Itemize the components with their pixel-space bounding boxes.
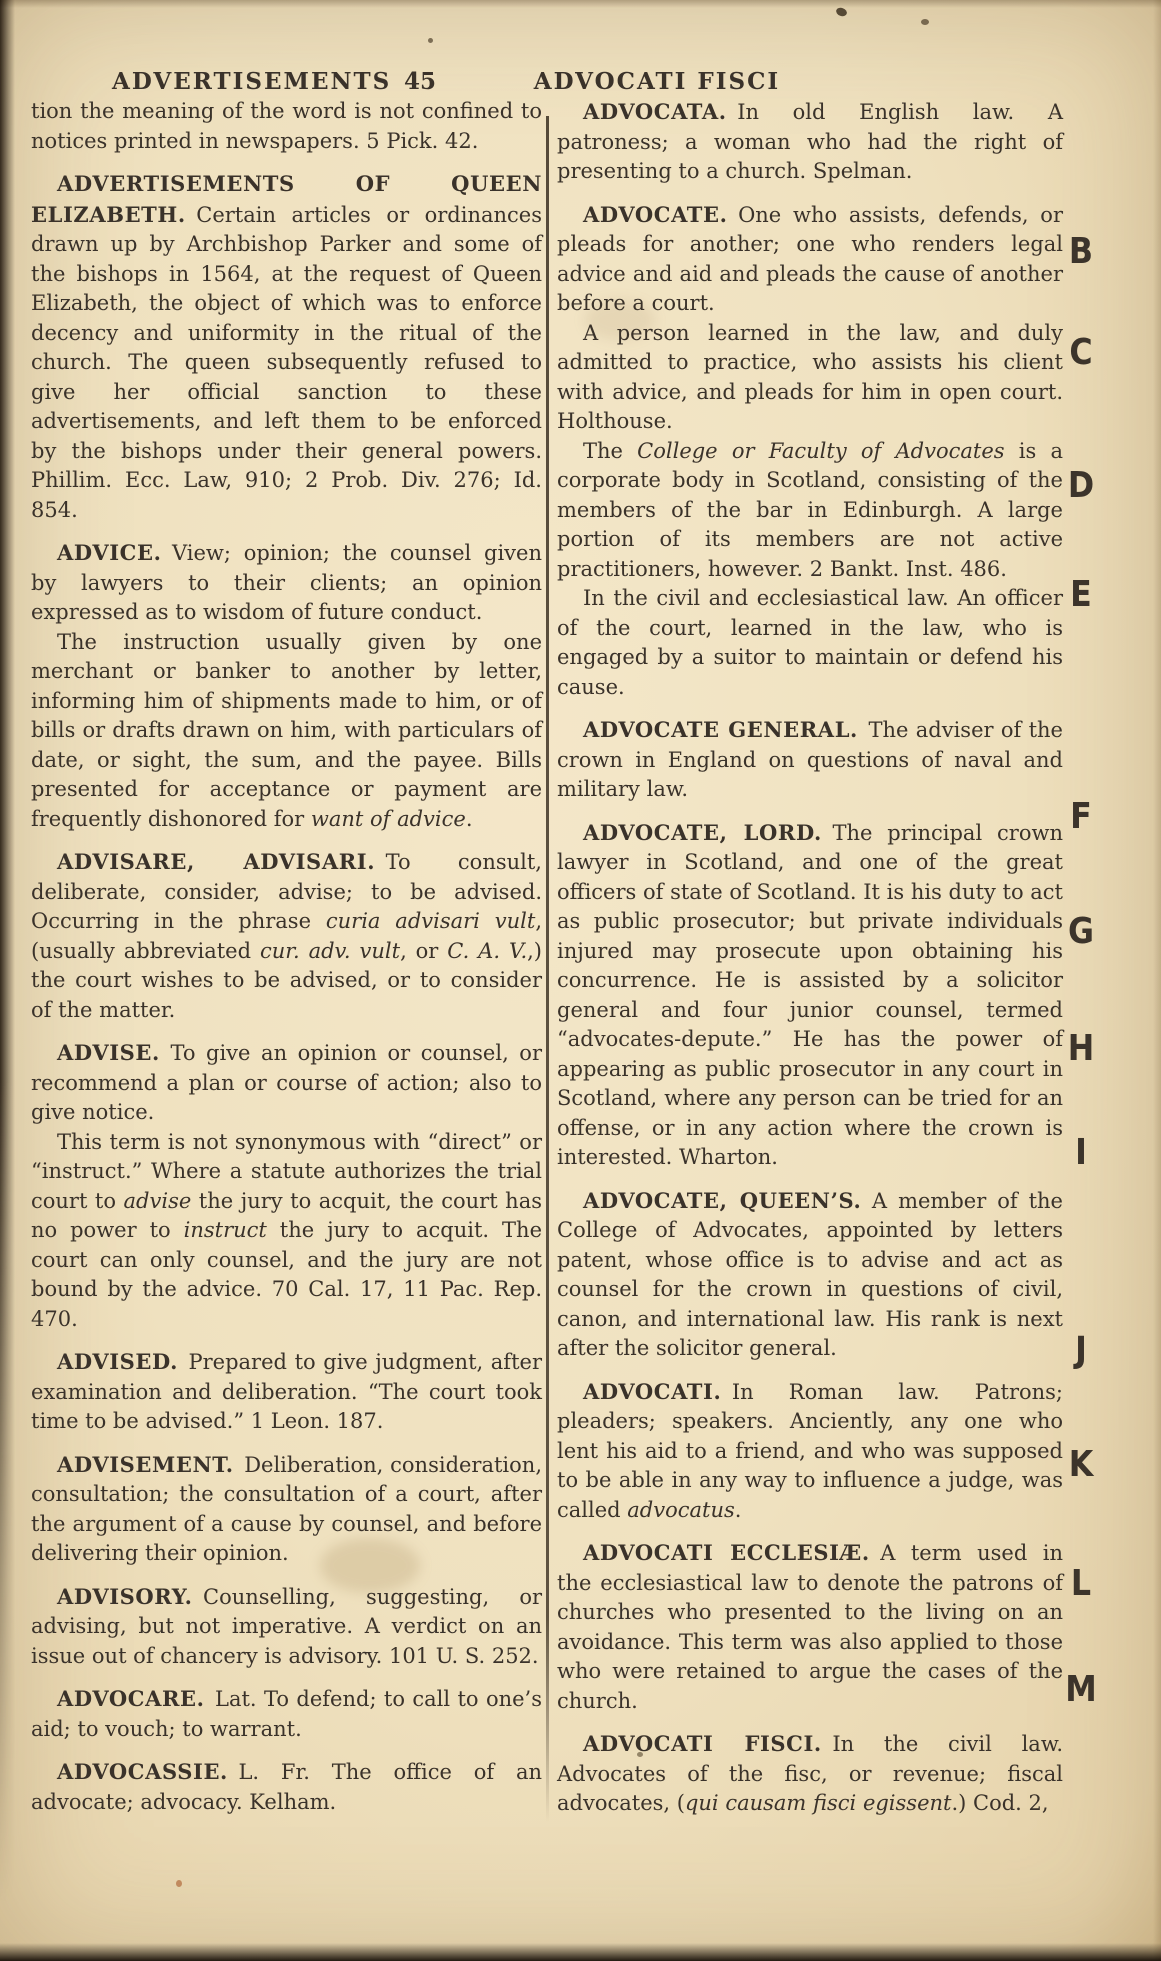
italic-citation: qui causam fisci egissent [684,1791,952,1815]
running-head-left: ADVERTISEMENTS [112,68,392,95]
dictionary-entry [557,200,1063,703]
dictionary-entry [557,1729,1063,1819]
entry-paragraph: In the civil and ecclesiastical law. An officer of the court, learned in the law, who is engaged by a suitor to maintain or defend his cause. [557,586,1063,699]
thumb-tab-B: B [1068,231,1094,272]
entry-first-paragraph: ADVERTISEMENTS OF QUEEN ELIZABETH. Certain articles or ordinances drawn up by Archbishop Parker and some of the bishops in 1564, at the request of Queen Elizabeth, the object of which was to enforce decency and uniformity in the ritual of the church. The queen subsequently refused to give her official sanction to these advertisements, and left them to be enforced by the bishops under their general powers. Phillim. Ecc. Law, 910; 2 Prob. Div. 276; Id. 854. [31,171,542,522]
entry-headword: ADVOCARE. [57,1686,205,1711]
thumb-tab-D: D [1067,465,1095,506]
dictionary-entry [557,1186,1063,1364]
column-divider-rule [546,116,549,1822]
dictionary-entry [557,715,1063,805]
entry-headword: ADVERTISEMENTS OF QUEEN ELIZABETH. [31,171,542,227]
dictionary-entry [557,1377,1063,1526]
entry-headword: ADVOCATI ECCLESIÆ. [583,1540,870,1565]
entry-first-paragraph: ADVOCATE. One who assists, defends, or pleads for another; one who renders legal advice and aid and pleads the cause of another before a court. [557,201,1063,315]
entry-paragraph: The instruction usually given by one merchant or banker to another by letter, informing him of shipments made to him, or of bills or drafts drawn on him, with particulars of date, or sight, the sum, and the payee. Bills presented for acceptance or payment are frequently dishonored for want of advice. [31,629,542,831]
entry-headword: ADVOCATA. [583,99,727,124]
dictionary-entry [31,538,542,834]
entry-paragraph: This term is not synonymous with “direct” or “instruct.” Where a statute authorizes the trial court to advise the jury to acquit, the court has no power to instruct the jury to acquit. The court can only counsel, and the jury are not bound by the advice. 70 Cal. 17, 11 Pac. Rep. 470. [31,1129,543,1331]
dictionary-entry [31,1757,542,1817]
italic-citation: curia advisari vult [325,909,536,933]
italic-citation: cur. adv. vult [259,938,401,963]
running-head-right: ADVOCATI FISCI [533,68,781,95]
entry-first-paragraph: ADVOCATI FISCI. In the civil law. Advocates of the fisc, or revenue; fiscal advocates, (qui causam fisci egissent.) Cod. 2, [557,1731,1063,1815]
paper-speck [176,1880,182,1887]
scan-edge-left [0,0,15,1961]
thumb-tab-G: G [1067,911,1095,952]
entry-headword: ADVOCATE. [583,201,728,227]
thumb-tab-K: K [1068,1444,1094,1485]
entry-first-paragraph: ADVOCASSIE. L. Fr. The office of an advocate; advocacy. Kelham. [31,1759,542,1814]
italic-citation: C. A. V. [447,938,528,963]
thumb-tab-L: L [1070,1563,1092,1604]
entry-headword: ADVOCATE GENERAL. [583,717,858,742]
page-header [0,68,1161,98]
entry-first-paragraph: ADVOCATE, LORD. The principal crown lawyer in Scotland, and one of the great officers of state of Scotland. It is his duty to act as public prosecutor; but private individuals injured may prosecute upon obtaining his concurrence. He is assisted by a solicitor general and four junior counsel, termed “advocates-depute.” He has the power of appearing as public prosecutor in any court in Scotland, where any person can be tried for an offense, or in any action where the crown is interested. Wharton. [557,819,1063,1169]
scan-edge-top [0,0,1161,8]
scan-edge-right [1153,0,1161,1961]
dictionary-entry [31,1450,542,1569]
dictionary-entry [31,1038,542,1334]
entry-paragraph: A person learned in the law, and duly admitted to practice, who assists his client with advice, and pleads for him in open court. Holthouse. [557,320,1063,433]
entry-first-paragraph: ADVOCATA. In old English law. A patroness; a woman who had the right of presenting to a church. Spelman. [557,99,1063,183]
entry-headword: ADVISE. [57,1040,160,1065]
entry-first-paragraph: ADVISORY. Counselling, suggesting, or advising, but not imperative. A verdict on an issue out of chancery is advisory. 101 U. S. 252. [31,1583,542,1668]
dictionary-entry [557,97,1063,187]
italic-citation: advocatus [627,1497,735,1522]
italic-citation: advise [123,1188,192,1213]
entry-headword: ADVISARE, ADVISARI. [57,849,376,874]
dictionary-entry [31,97,542,156]
entry-first-paragraph: ADVOCATE, QUEEN’S. A member of the College of Advocates, appointed by letters patent, whose office is to advise and act as counsel for the crown in questions of civil, canon, and international law. His rank is next after the solicitor general. [557,1187,1063,1360]
entry-first-paragraph: ADVISE. To give an opinion or counsel, or recommend a plan or course of action; also to give notice. [31,1040,542,1124]
entry-headword: ADVOCATI. [583,1378,722,1404]
entry-headword: ADVICE. [57,540,162,565]
dictionary-entry [31,1347,542,1437]
entry-first-paragraph: ADVISARE, ADVISARI. To consult, deliberate, consider, advise; to be advised. Occurring in the phrase curia advisari vult, (usually abbreviated cur. adv. vult, or C. A. V.,) the court wishes to be advised, or to consider of the matter. [31,849,542,1022]
thumb-tab-M: M [1065,1669,1097,1710]
dictionary-entry [557,1538,1063,1716]
entry-headword: ADVOCATI FISCI. [583,1731,822,1756]
entry-headword: ADVISORY. [57,1583,193,1609]
scan-edge-bottom [0,1943,1161,1961]
paper-speck [835,6,848,17]
italic-citation: College or Faculty of Advocates [637,438,1005,463]
entry-first-paragraph: ADVOCARE. Lat. To defend; to call to one’s aid; to vouch; to warrant. [31,1686,542,1741]
dictionary-entry [557,818,1063,1173]
dictionary-entry [31,1684,542,1744]
dictionary-entry [31,1582,542,1672]
entry-first-paragraph: ADVOCATI ECCLESIÆ. A term used in the ecclesiastical law to denote the patrons of churches who presented to the living on an avoidance. This term was also applied to those who were retained to argue the cases of the church. [557,1540,1063,1713]
page-number: 45 [403,68,436,95]
entry-headword: ADVOCATE, QUEEN’S. [583,1187,862,1213]
dictionary-entry [31,847,542,1025]
entry-first-paragraph: ADVOCATE GENERAL. The adviser of the crown in England on questions of naval and military law. [557,717,1063,801]
entry-headword: ADVOCASSIE. [57,1759,228,1784]
italic-citation: want of advice [310,806,466,831]
dictionary-entry [31,169,542,525]
entry-first-paragraph: tion the meaning of the word is not confined to notices printed in newspapers. 5 Pick. 42. [31,99,542,153]
thumb-tab-F: F [1070,796,1092,837]
italic-citation: instruct [183,1218,267,1242]
entry-headword: ADVOCATE, LORD. [583,819,822,845]
thumb-tab-J: J [1075,1330,1087,1371]
thumb-tab-E: E [1070,574,1092,615]
left-column [31,97,542,1817]
entry-first-paragraph: ADVISEMENT. Deliberation, consideration, consultation; the consultation of a court, after the argument of a cause by counsel, and before delivering their opinion. [31,1451,542,1565]
entry-first-paragraph: ADVOCATI. In Roman law. Patrons; pleaders; speakers. Anciently, any one who lent his aid to a friend, and who was supposed to be able in any way to influence a judge, was called advocatus. [557,1378,1063,1522]
entry-paragraph: The College or Faculty of Advocates is a corporate body in Scotland, consisting of the members of the bar in Edinburgh. A large portion of its members are not active practitioners, however. 2 Bankt. Inst. 486. [557,438,1063,581]
right-column [557,97,1063,1819]
paper-speck [921,19,929,25]
entry-headword: ADVISED. [57,1349,178,1374]
paper-speck [428,38,433,43]
entry-first-paragraph: ADVICE. View; opinion; the counsel given by lawyers to their clients; an opinion expressed as to wisdom of future conduct. [31,540,542,624]
thumb-tab-C: C [1069,332,1093,373]
thumb-tab-H: H [1067,1028,1095,1069]
entry-first-paragraph: ADVISED. Prepared to give judgment, after examination and deliberation. “The court took time to be advised.” 1 Leon. 187. [31,1349,542,1433]
thumb-tab-I: I [1075,1132,1087,1173]
entry-headword: ADVISEMENT. [57,1451,234,1477]
